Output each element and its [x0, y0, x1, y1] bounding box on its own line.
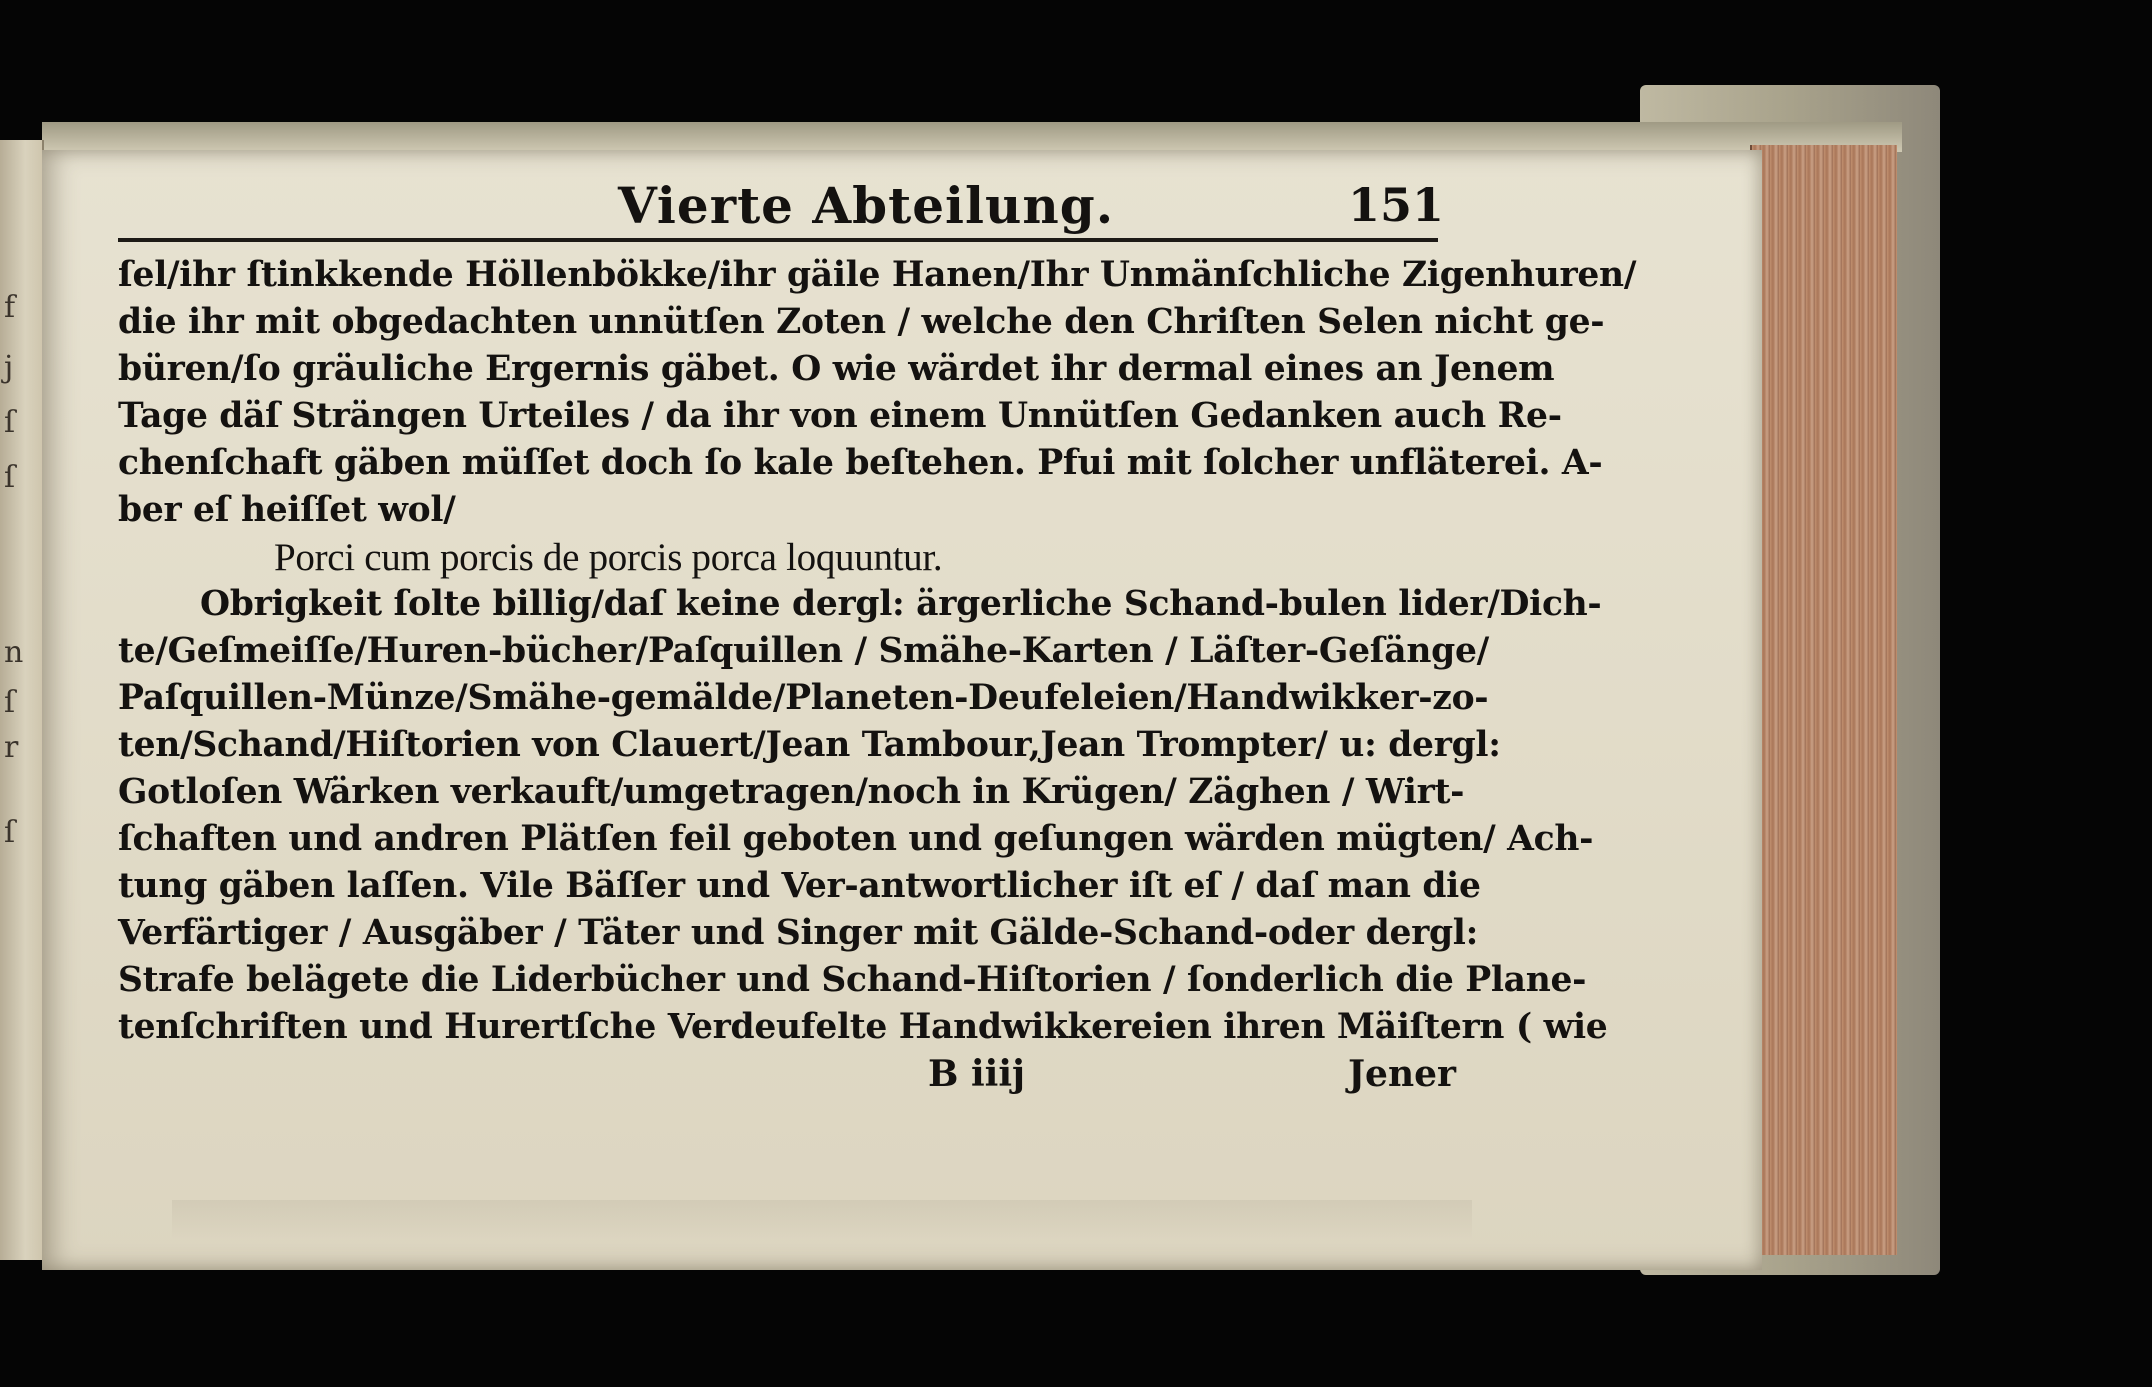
page-footer — [118, 1053, 1456, 1103]
text-line: Paſquillen-Münze/Smähe-gemälde/Planeten-Deufeleien/Handwikker-zo- — [118, 678, 1489, 718]
text-line: Gotloſen Wärken verkauft/umgetragen/noch in Krügen/ Zäghen / Wirt- — [118, 772, 1465, 812]
paragraph-1 — [118, 252, 1637, 534]
text-block — [118, 176, 1637, 1103]
text-line: tenſchriften und Hurertſche Verdeufelte Handwikkereien ihren Mäiſtern ( wie — [118, 1007, 1608, 1047]
text-line: tung gäben laſſen. Vile Bäſſer und Ver-antwortlicher iſt eſ / daſ man die — [118, 866, 1481, 906]
left-margin-fragment: f — [4, 290, 16, 325]
latin-quotation: Porci cum porcis de porcis porca loquuntur. — [274, 536, 943, 579]
text-line: ten/Schand/Hiſtorien von Clauert/Jean Tambour,Jean Trompter/ u: dergl: — [118, 725, 1501, 765]
text-line: büren/ſo gräuliche Ergernis gäbet. O wie wärdet ihr dermal eines an Jenem — [118, 349, 1555, 389]
cover-top-edge — [42, 122, 1902, 152]
left-margin-fragment: ſ — [4, 405, 16, 440]
left-margin-fragment: n — [4, 635, 24, 670]
catchword: Jener — [1348, 1053, 1456, 1095]
running-head: Vierte Abteilung. — [618, 176, 1115, 235]
text-line: ber eſ heiſſet wol/ — [118, 490, 456, 530]
paragraph-2 — [118, 581, 1608, 1051]
signature-mark: B iiij — [928, 1053, 1026, 1095]
left-margin-fragment: r — [4, 730, 19, 765]
text-line: ſel/ihr ſtinkkende Höllenbökke/ihr gäile Hanen/Ihr Unmänſchliche Zigenhuren/ — [118, 255, 1637, 295]
page-fore-edge — [1750, 145, 1897, 1255]
left-page-edge — [0, 140, 44, 1260]
text-line: Tage däſ Strängen Urteiles / da ihr von einem Unnütſen Gedanken auch Re- — [118, 396, 1562, 436]
text-line: Obrigkeit ſolte billig/daſ keine dergl: ärgerliche Schand-bulen lider/Dich- — [200, 584, 1602, 624]
page-number: 151 — [1348, 178, 1445, 232]
left-margin-fragment: j — [4, 350, 14, 385]
text-line: chenſchaft gäben müſſet doch ſo kale beſtehen. Pfui mit ſolcher unfläterei. A- — [118, 443, 1603, 483]
ink-bleed-through — [172, 1200, 1472, 1240]
left-margin-fragment: ſ — [4, 460, 16, 495]
text-line: die ihr mit obgedachten unnütſen Zoten / welche den Chriſten Selen nicht ge- — [118, 302, 1605, 342]
left-margin-fragment: ſ — [4, 815, 16, 850]
left-margin-fragment: ſ — [4, 685, 16, 720]
text-line: Strafe belägete die Liderbücher und Schand-Hiſtorien / ſonderlich die Plane- — [118, 960, 1587, 1000]
text-line: ſchaften und andren Plätſen feil geboten und geſungen wärden mügten/ Ach- — [118, 819, 1594, 859]
text-line: te/Geſmeiſſe/Huren-bücher/Paſquillen / Smähe-Karten / Läſter-Geſänge/ — [118, 631, 1489, 671]
page-header — [118, 176, 1448, 246]
header-rule — [118, 238, 1438, 242]
text-line: Verfärtiger / Ausgäber / Täter und Singer mit Gälde-Schand-oder dergl: — [118, 913, 1479, 953]
